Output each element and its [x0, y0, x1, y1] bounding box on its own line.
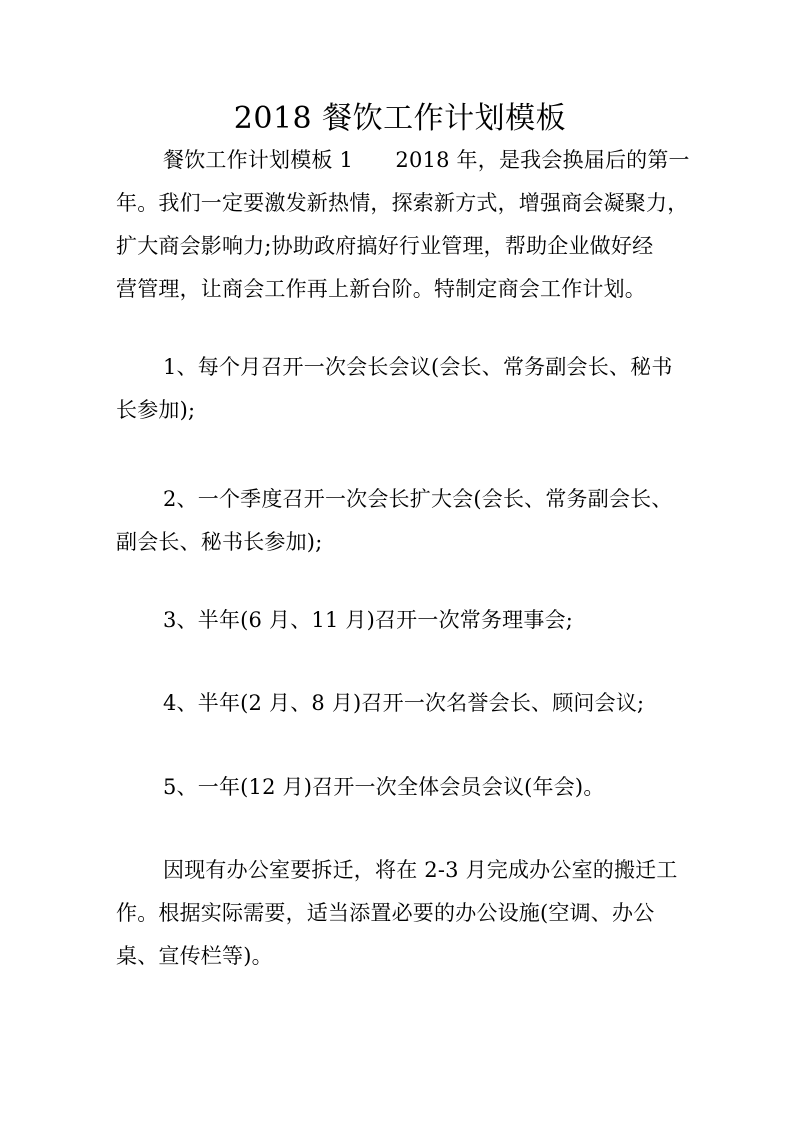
paragraph-line: 4、半年(2 月、8 月)召开一次名誉会长、顾问会议;: [163, 691, 645, 715]
paragraph-line: 扩大商会影响力;协助政府搞好行业管理，帮助企业做好经: [116, 234, 654, 258]
document-title: 2018 餐饮工作计划模板: [233, 101, 567, 136]
paragraph-line: 3、半年(6 月、11 月)召开一次常务理事会;: [163, 608, 574, 632]
paragraph-line: 2、一个季度召开一次会长扩大会(会长、常务副会长、: [163, 487, 673, 511]
paragraph-line: 餐饮工作计划模板 1 2018 年，是我会换届后的第一: [163, 148, 690, 172]
plan-item-3: [116, 599, 696, 642]
paragraph-line: 营管理，让商会工作再上新台阶。特制定商会工作计划。: [116, 277, 646, 301]
intro-paragraph: [116, 139, 696, 311]
paragraph-line: 年。我们一定要激发新热情，探索新方式，增强商会凝聚力，: [116, 191, 689, 215]
closing-paragraph: [116, 849, 696, 978]
paragraph-line: 长参加);: [116, 398, 196, 422]
paragraph-line: 副会长、秘书长参加);: [116, 530, 323, 554]
paragraph-line: 1、每个月召开一次会长会议(会长、常务副会长、秘书: [163, 355, 673, 379]
paragraph-line: 桌、宣传栏等)。: [116, 944, 273, 968]
plan-item-2: [116, 478, 696, 564]
plan-item-5: [116, 766, 696, 809]
paragraph-line: 因现有办公室要拆迁，将在 2-3 月完成办公室的搬迁工: [163, 858, 678, 882]
paragraph-line: 作。根据实际需要，适当添置必要的办公设施(空调、办公: [116, 901, 655, 925]
paragraph-line: 5、一年(12 月)召开一次全体会员会议(年会)。: [163, 775, 605, 799]
plan-item-4: [116, 682, 696, 725]
plan-item-1: [116, 346, 696, 432]
